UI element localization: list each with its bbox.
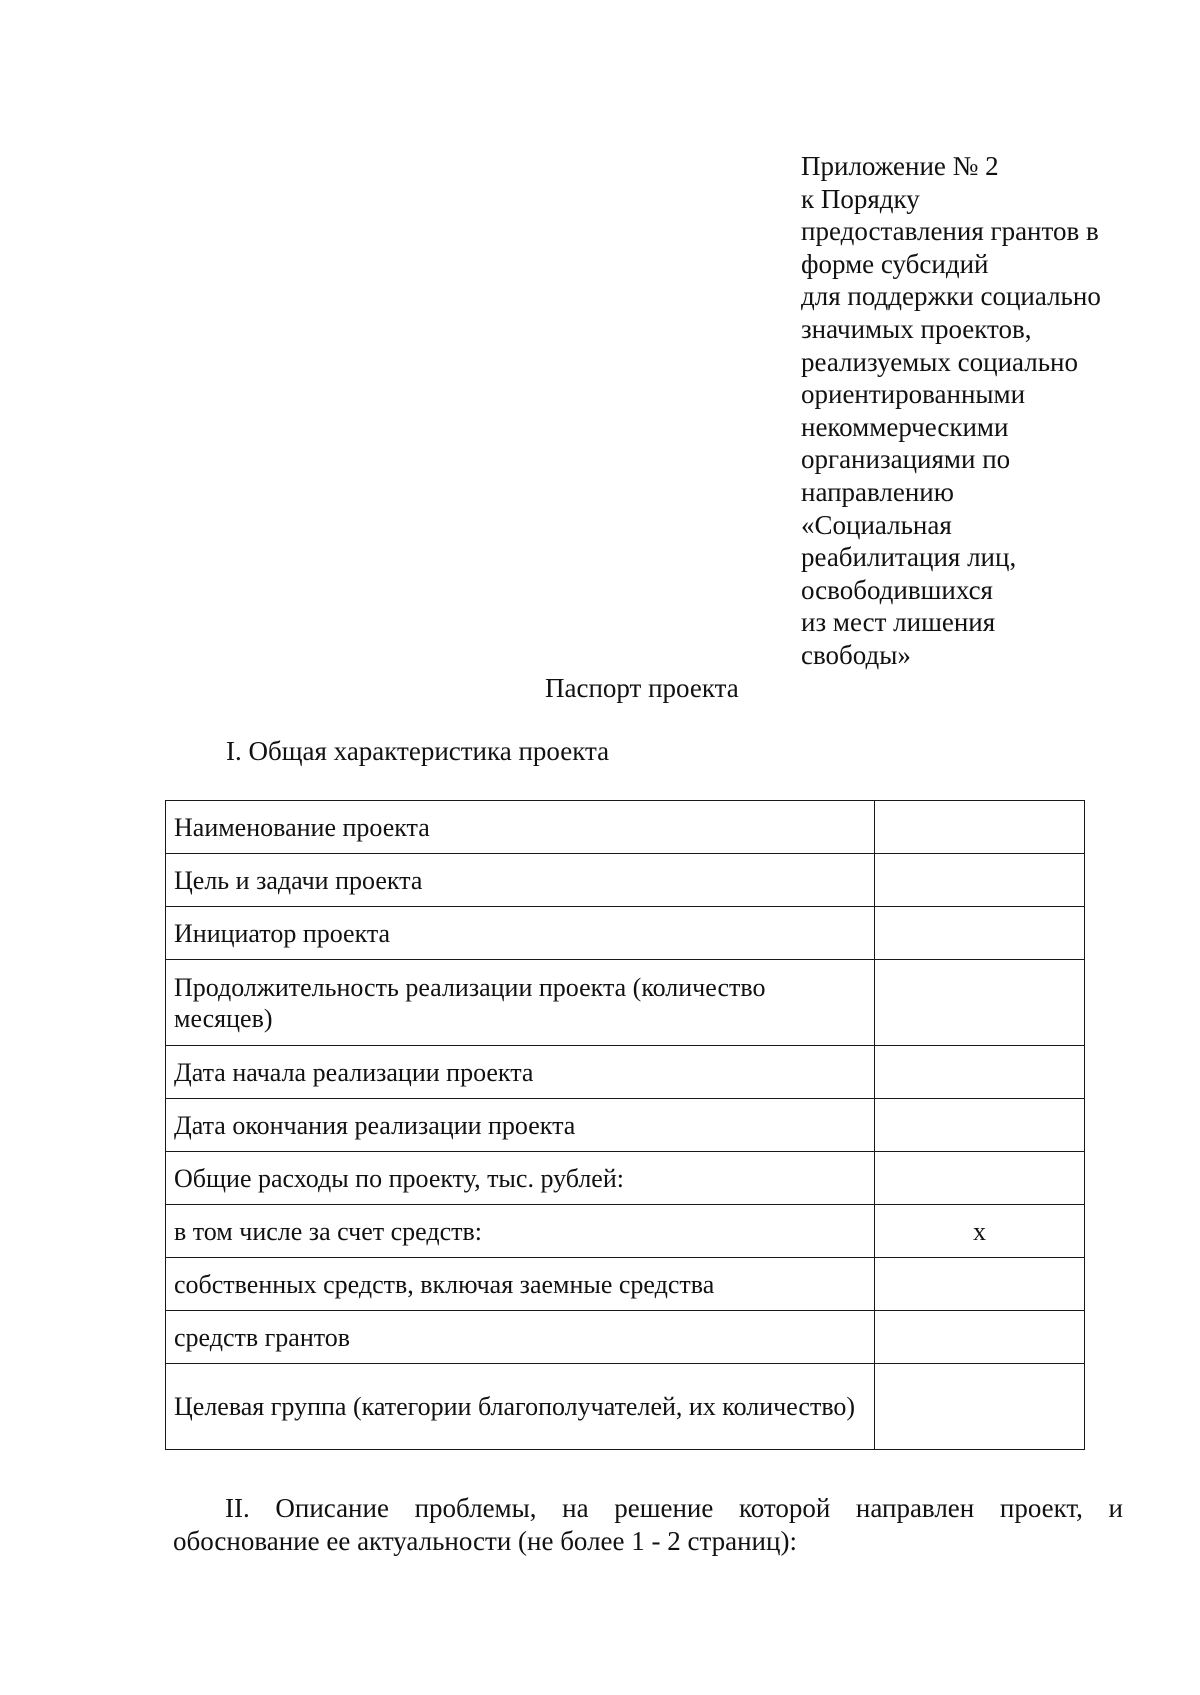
appendix-line: форме субсидий [801, 248, 989, 279]
appendix-line: для поддержки социально [801, 281, 1101, 312]
row-label: Инициатор проекта [166, 907, 875, 960]
table-row [166, 854, 1085, 907]
row-label: Общие расходы по проекту, тыс. рублей: [166, 1152, 875, 1205]
appendix-line: реабилитация лиц, [801, 542, 1017, 573]
row-value [875, 1152, 1085, 1205]
appendix-line: значимых проектов, [801, 313, 1032, 344]
row-label: Цель и задачи проекта [166, 854, 875, 907]
appendix-line: к Порядку [801, 183, 920, 214]
document-title: Паспорт проекта [545, 673, 739, 703]
appendix-line: организациями по [801, 444, 1011, 475]
appendix-note [801, 150, 1131, 672]
row-value [875, 1258, 1085, 1311]
section-1-heading: I. Общая характеристика проекта [226, 736, 610, 766]
section-2-paragraph: II. Описание проблемы, на решение которой направлен проект, и обоснование ее актуальности (не более 1 - 2 страниц): [173, 1493, 1123, 1556]
table-row [166, 1258, 1085, 1311]
appendix-line: некоммерческими [801, 411, 1009, 442]
appendix-line: из мест лишения [801, 607, 996, 638]
table-row [166, 1364, 1085, 1450]
row-value [875, 1099, 1085, 1152]
row-value [875, 801, 1085, 854]
row-value [875, 1046, 1085, 1099]
appendix-line: «Социальная [801, 509, 952, 540]
row-label: в том числе за счет средств: [166, 1205, 875, 1258]
row-label: Дата начала реализации проекта [166, 1046, 875, 1099]
row-value: х [875, 1205, 1085, 1258]
row-label: средств грантов [166, 1311, 875, 1364]
row-label: Наименование проекта [166, 801, 875, 854]
table-row [166, 801, 1085, 854]
table-row [166, 907, 1085, 960]
table-row [166, 1311, 1085, 1364]
appendix-line: реализуемых социально [801, 346, 1079, 377]
row-value [875, 960, 1085, 1046]
appendix-line: направлению [801, 476, 954, 507]
table-row [166, 1152, 1085, 1205]
appendix-line: Приложение № 2 [801, 151, 999, 181]
table-row [166, 960, 1085, 1046]
row-label: Продолжительность реализации проекта (количество месяцев) [166, 960, 875, 1046]
row-value [875, 1311, 1085, 1364]
row-label: Дата окончания реализации проекта [166, 1099, 875, 1152]
row-value [875, 1364, 1085, 1450]
row-value [875, 854, 1085, 907]
table-row [166, 1046, 1085, 1099]
project-passport-table [165, 800, 1085, 1450]
appendix-line: предоставления грантов в [801, 216, 1099, 247]
table-row [166, 1099, 1085, 1152]
table-row [166, 1205, 1085, 1258]
appendix-line: освободившихся [801, 574, 993, 605]
appendix-line: ориентированными [801, 379, 1026, 410]
row-label: собственных средств, включая заемные средства [166, 1258, 875, 1311]
appendix-line: свободы» [801, 639, 911, 670]
row-value [875, 907, 1085, 960]
row-label: Целевая группа (категории благополучателей, их количество) [166, 1364, 875, 1450]
